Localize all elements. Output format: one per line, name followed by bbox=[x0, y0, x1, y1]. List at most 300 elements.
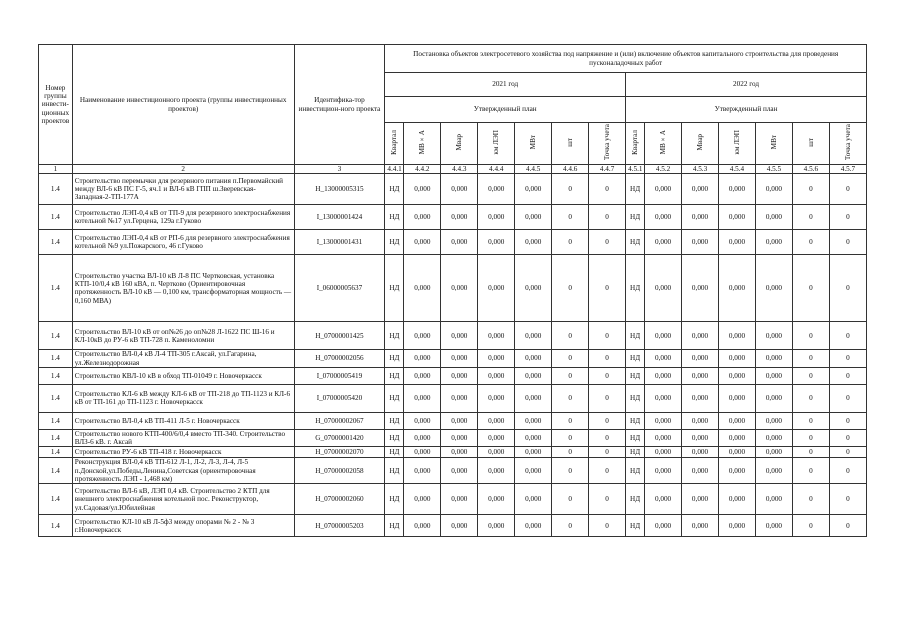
header-column-2022-0 bbox=[626, 123, 645, 165]
header-project-name: Наименование инвестиционного проекта (группы инвестиционных проектов) bbox=[72, 45, 294, 165]
row-value-cell: 0,000 bbox=[755, 458, 792, 484]
row-value-cell: 0,000 bbox=[645, 515, 682, 537]
row-value-cell: 0 bbox=[792, 230, 829, 255]
row-value-cell: 0,000 bbox=[718, 484, 755, 515]
row-value-cell: 0 bbox=[552, 412, 589, 429]
row-value-cell: 0,000 bbox=[718, 322, 755, 350]
header-column-label: км ЛЭП bbox=[732, 130, 741, 155]
row-project-id: H_13000005315 bbox=[294, 174, 385, 205]
row-value-cell: 0 bbox=[589, 174, 626, 205]
row-value-cell: 0,000 bbox=[645, 367, 682, 384]
row-value-cell: 0 bbox=[792, 458, 829, 484]
row-value-cell: 0,000 bbox=[718, 205, 755, 230]
row-project-id: H_07000005203 bbox=[294, 515, 385, 537]
header-year-2021: 2021 год bbox=[385, 73, 626, 97]
row-value-cell: 0 bbox=[552, 447, 589, 458]
row-value-cell: 0,000 bbox=[404, 412, 441, 429]
table-row bbox=[39, 484, 867, 515]
row-value-cell: 0,000 bbox=[478, 367, 515, 384]
row-value-cell: 0 bbox=[552, 230, 589, 255]
column-number: 2 bbox=[72, 165, 294, 174]
column-number: 1 bbox=[39, 165, 73, 174]
header-column-2021-5 bbox=[552, 123, 589, 165]
row-value-cell: 0 bbox=[792, 429, 829, 447]
row-value-cell: 0,000 bbox=[682, 515, 719, 537]
row-value-cell: 0 bbox=[829, 322, 866, 350]
header-column-label: Точка учета bbox=[602, 124, 611, 161]
row-value-cell: 0,000 bbox=[645, 447, 682, 458]
row-value-cell: 0,000 bbox=[478, 412, 515, 429]
row-project-id: H_07000001425 bbox=[294, 322, 385, 350]
column-number: 4.4.5 bbox=[515, 165, 552, 174]
row-value-cell: 0 bbox=[589, 322, 626, 350]
row-value-cell: 0,000 bbox=[515, 484, 552, 515]
header-column-label: шт bbox=[806, 138, 815, 147]
row-value-cell: 0,000 bbox=[645, 429, 682, 447]
column-number: 4.5.4 bbox=[718, 165, 755, 174]
header-column-2021-6 bbox=[589, 123, 626, 165]
row-value-cell: 0 bbox=[589, 429, 626, 447]
row-value-cell: 0,000 bbox=[682, 367, 719, 384]
row-value-cell: 0,000 bbox=[718, 412, 755, 429]
row-value-cell: 0 bbox=[589, 367, 626, 384]
row-value-cell: 0 bbox=[829, 447, 866, 458]
row-value-cell: 0 bbox=[829, 350, 866, 368]
table-row bbox=[39, 515, 867, 537]
row-project-name: Строительство ЛЭП-0,4 кВ от ТП-9 для резервного электроснабжения котельной №17 ул.Герцена, 129а г.Гуково bbox=[72, 205, 294, 230]
row-value-cell: 0 bbox=[589, 447, 626, 458]
header-column-label: МВт bbox=[529, 135, 538, 150]
row-group-number: 1.4 bbox=[39, 515, 73, 537]
row-value-cell: 0 bbox=[792, 367, 829, 384]
row-value-cell: 0,000 bbox=[515, 322, 552, 350]
row-value-cell: 0,000 bbox=[718, 458, 755, 484]
row-group-number: 1.4 bbox=[39, 230, 73, 255]
row-project-id: I_06000005637 bbox=[294, 255, 385, 322]
row-value-cell: 0,000 bbox=[404, 458, 441, 484]
row-value-cell: НД bbox=[385, 484, 404, 515]
table-row bbox=[39, 230, 867, 255]
row-project-name: Строительство ВЛ-0,4 кВ Л-4 ТП-305 г.Аксай, ул.Гагарина, ул.Железнодорожная bbox=[72, 350, 294, 368]
header-plan-2022: Утвержденный план bbox=[626, 97, 867, 123]
row-value-cell: 0,000 bbox=[404, 350, 441, 368]
row-value-cell: 0,000 bbox=[718, 230, 755, 255]
row-value-cell: 0,000 bbox=[755, 484, 792, 515]
row-value-cell: 0,000 bbox=[682, 205, 719, 230]
row-value-cell: 0,000 bbox=[682, 350, 719, 368]
row-project-name: Строительство участка ВЛ-10 кВ Л-8 ПС Чертковская, установка КТП-10/0,4 кВ 160 кВА, п. Чертково (Ориентировочная протяженность ВЛ-10 кВ — 0,100 км, трансформаторная мощность — 0,160 МВА) bbox=[72, 255, 294, 322]
row-value-cell: 0,000 bbox=[515, 350, 552, 368]
row-value-cell: 0,000 bbox=[441, 458, 478, 484]
row-value-cell: 0,000 bbox=[645, 412, 682, 429]
table-row bbox=[39, 458, 867, 484]
row-project-name: Строительство КЛ-6 кВ между КЛ-6 кВ от ТП-218 до ТП-1123 и КЛ-6 кВ от ТП-161 до ТП-1123 г. Новочеркасск bbox=[72, 384, 294, 412]
column-number: 4.4.2 bbox=[404, 165, 441, 174]
row-value-cell: 0,000 bbox=[441, 447, 478, 458]
row-value-cell: 0 bbox=[589, 255, 626, 322]
row-value-cell: 0 bbox=[552, 205, 589, 230]
row-value-cell: 0,000 bbox=[441, 384, 478, 412]
row-value-cell: 0,000 bbox=[441, 322, 478, 350]
row-value-cell: НД bbox=[385, 174, 404, 205]
row-value-cell: НД bbox=[626, 205, 645, 230]
row-value-cell: 0 bbox=[792, 255, 829, 322]
header-column-2021-1 bbox=[404, 123, 441, 165]
row-value-cell: 0,000 bbox=[755, 412, 792, 429]
row-value-cell: 0 bbox=[829, 412, 866, 429]
row-value-cell: 0,000 bbox=[755, 367, 792, 384]
row-value-cell: НД bbox=[626, 515, 645, 537]
header-column-label: Мвар bbox=[455, 134, 464, 151]
row-value-cell: НД bbox=[385, 515, 404, 537]
row-value-cell: 0,000 bbox=[441, 484, 478, 515]
row-value-cell: НД bbox=[385, 230, 404, 255]
row-value-cell: 0,000 bbox=[682, 429, 719, 447]
row-project-id: H_07000002067 bbox=[294, 412, 385, 429]
column-number: 4.5.5 bbox=[755, 165, 792, 174]
row-project-id: H_07000002060 bbox=[294, 484, 385, 515]
row-value-cell: 0 bbox=[589, 230, 626, 255]
row-value-cell: 0,000 bbox=[441, 255, 478, 322]
row-value-cell: 0,000 bbox=[441, 350, 478, 368]
row-value-cell: 0,000 bbox=[755, 429, 792, 447]
header-column-label: МВт bbox=[769, 135, 778, 150]
row-value-cell: 0,000 bbox=[755, 322, 792, 350]
header-column-2022-3 bbox=[718, 123, 755, 165]
row-value-cell: 0,000 bbox=[441, 515, 478, 537]
row-value-cell: 0,000 bbox=[755, 350, 792, 368]
row-value-cell: 0,000 bbox=[404, 322, 441, 350]
row-value-cell: 0 bbox=[589, 350, 626, 368]
row-value-cell: 0 bbox=[792, 384, 829, 412]
row-project-name: Строительство КВЛ-10 кВ в обход ТП-01049 г. Новочеркасск bbox=[72, 367, 294, 384]
row-value-cell: 0,000 bbox=[718, 447, 755, 458]
row-value-cell: 0,000 bbox=[755, 384, 792, 412]
row-value-cell: 0,000 bbox=[515, 174, 552, 205]
row-value-cell: 0,000 bbox=[682, 230, 719, 255]
row-value-cell: НД bbox=[626, 230, 645, 255]
row-value-cell: 0,000 bbox=[441, 230, 478, 255]
row-value-cell: 0,000 bbox=[404, 174, 441, 205]
table-row bbox=[39, 322, 867, 350]
row-group-number: 1.4 bbox=[39, 322, 73, 350]
table-row bbox=[39, 350, 867, 368]
row-value-cell: 0,000 bbox=[404, 515, 441, 537]
row-value-cell: НД bbox=[385, 350, 404, 368]
row-value-cell: НД bbox=[626, 367, 645, 384]
row-value-cell: 0,000 bbox=[515, 205, 552, 230]
row-value-cell: 0,000 bbox=[478, 174, 515, 205]
header-column-2022-6 bbox=[829, 123, 866, 165]
row-project-id: H_07000002056 bbox=[294, 350, 385, 368]
column-number: 4.5.2 bbox=[645, 165, 682, 174]
row-value-cell: 0,000 bbox=[682, 174, 719, 205]
row-value-cell: 0,000 bbox=[755, 174, 792, 205]
row-value-cell: 0,000 bbox=[718, 174, 755, 205]
column-number: 3 bbox=[294, 165, 385, 174]
header-column-2021-0 bbox=[385, 123, 404, 165]
row-group-number: 1.4 bbox=[39, 429, 73, 447]
row-value-cell: 0,000 bbox=[718, 515, 755, 537]
row-value-cell: 0,000 bbox=[478, 384, 515, 412]
row-value-cell: 0,000 bbox=[682, 458, 719, 484]
row-value-cell: 0,000 bbox=[718, 384, 755, 412]
column-number: 4.5.7 bbox=[829, 165, 866, 174]
row-project-name: Строительство ВЛ-6 кВ, ЛЭП 0,4 кВ. Строительство 2 КТП для внешнего электроснабжения котельной пос. Реконструктор, ул.Садовая/ул.Юбилейная bbox=[72, 484, 294, 515]
row-value-cell: 0 bbox=[792, 322, 829, 350]
row-group-number: 1.4 bbox=[39, 255, 73, 322]
column-number: 4.4.1 bbox=[385, 165, 404, 174]
row-value-cell: 0,000 bbox=[478, 429, 515, 447]
row-project-id: I_07000005419 bbox=[294, 367, 385, 384]
row-value-cell: 0,000 bbox=[718, 367, 755, 384]
row-value-cell: НД bbox=[626, 174, 645, 205]
row-value-cell: 0,000 bbox=[478, 447, 515, 458]
row-value-cell: 0,000 bbox=[478, 515, 515, 537]
row-value-cell: 0,000 bbox=[478, 350, 515, 368]
row-value-cell: 0,000 bbox=[515, 255, 552, 322]
header-project-id: Идентифика-тор инвестицион-ного проекта bbox=[294, 45, 385, 165]
table-row bbox=[39, 367, 867, 384]
row-group-number: 1.4 bbox=[39, 412, 73, 429]
row-value-cell: 0 bbox=[792, 174, 829, 205]
row-value-cell: 0 bbox=[829, 484, 866, 515]
row-value-cell: 0 bbox=[552, 458, 589, 484]
investment-projects-table bbox=[38, 44, 867, 537]
row-value-cell: 0,000 bbox=[682, 322, 719, 350]
row-value-cell: 0,000 bbox=[755, 447, 792, 458]
row-value-cell: 0,000 bbox=[478, 484, 515, 515]
row-value-cell: 0,000 bbox=[755, 230, 792, 255]
row-value-cell: 0 bbox=[792, 447, 829, 458]
table-row bbox=[39, 255, 867, 322]
table-row bbox=[39, 384, 867, 412]
row-project-id: I_07000005420 bbox=[294, 384, 385, 412]
row-value-cell: 0 bbox=[589, 515, 626, 537]
table-row bbox=[39, 429, 867, 447]
row-value-cell: 0 bbox=[829, 255, 866, 322]
row-value-cell: 0,000 bbox=[404, 429, 441, 447]
row-value-cell: 0 bbox=[792, 205, 829, 230]
row-group-number: 1.4 bbox=[39, 458, 73, 484]
row-project-name: Строительство нового КТП-400/6/0,4 вместо ТП-340. Строительство ВЛЗ-6 кВ. г. Аксай bbox=[72, 429, 294, 447]
row-project-name: Строительство ВЛ-10 кВ от оп№26 до оп№28 Л-1622 ПС Ш-16 и КЛ-10кВ до РУ-6 кВ ТП-728 п. Каменоломни bbox=[72, 322, 294, 350]
header-column-2022-4 bbox=[755, 123, 792, 165]
row-value-cell: 0,000 bbox=[755, 205, 792, 230]
row-value-cell: 0 bbox=[552, 174, 589, 205]
header-column-2021-3 bbox=[478, 123, 515, 165]
row-value-cell: 0 bbox=[589, 484, 626, 515]
column-number: 4.4.7 bbox=[589, 165, 626, 174]
row-value-cell: 0 bbox=[829, 384, 866, 412]
row-value-cell: НД bbox=[385, 412, 404, 429]
row-value-cell: 0 bbox=[552, 367, 589, 384]
header-column-label: шт bbox=[566, 138, 574, 147]
row-value-cell: 0,000 bbox=[478, 255, 515, 322]
column-number: 4.4.4 bbox=[478, 165, 515, 174]
header-column-label: МВ×А bbox=[658, 130, 667, 155]
row-group-number: 1.4 bbox=[39, 350, 73, 368]
row-value-cell: 0,000 bbox=[404, 367, 441, 384]
row-value-cell: 0,000 bbox=[645, 322, 682, 350]
header-column-2022-1 bbox=[645, 123, 682, 165]
row-value-cell: 0 bbox=[589, 205, 626, 230]
row-value-cell: 0,000 bbox=[682, 412, 719, 429]
header-plan-2021: Утвержденный план bbox=[385, 97, 626, 123]
row-value-cell: 0,000 bbox=[645, 230, 682, 255]
row-value-cell: НД bbox=[385, 322, 404, 350]
row-value-cell: НД bbox=[626, 484, 645, 515]
row-value-cell: 0,000 bbox=[478, 458, 515, 484]
row-value-cell: 0,000 bbox=[682, 384, 719, 412]
header-column-label: Квартал bbox=[630, 129, 639, 155]
row-value-cell: 0,000 bbox=[515, 515, 552, 537]
row-value-cell: 0,000 bbox=[645, 384, 682, 412]
row-group-number: 1.4 bbox=[39, 447, 73, 458]
row-value-cell: НД bbox=[385, 458, 404, 484]
row-value-cell: 0,000 bbox=[515, 412, 552, 429]
row-value-cell: НД bbox=[385, 205, 404, 230]
row-value-cell: 0,000 bbox=[441, 429, 478, 447]
column-number: 4.4.3 bbox=[441, 165, 478, 174]
row-value-cell: 0,000 bbox=[645, 255, 682, 322]
row-value-cell: 0,000 bbox=[404, 384, 441, 412]
row-value-cell: НД bbox=[626, 384, 645, 412]
row-value-cell: 0,000 bbox=[404, 230, 441, 255]
row-value-cell: 0 bbox=[792, 350, 829, 368]
row-value-cell: 0,000 bbox=[404, 255, 441, 322]
header-column-label: МВ×А bbox=[418, 130, 427, 155]
row-value-cell: 0,000 bbox=[718, 429, 755, 447]
row-project-name: Строительство РУ-6 кВ ТП-418 г. Новочеркасск bbox=[72, 447, 294, 458]
row-value-cell: 0,000 bbox=[441, 174, 478, 205]
row-value-cell: 0 bbox=[589, 412, 626, 429]
header-main-title: Постановка объектов электросетевого хозяйства под напряжение и (или) включение объектов капитального строительства для проведения пусконаладочных работ bbox=[385, 45, 867, 73]
header-column-label: Точка учета bbox=[843, 124, 852, 161]
column-number: 4.5.1 bbox=[626, 165, 645, 174]
row-value-cell: 0,000 bbox=[441, 367, 478, 384]
row-value-cell: 0 bbox=[792, 412, 829, 429]
row-value-cell: НД bbox=[385, 447, 404, 458]
row-value-cell: 0 bbox=[792, 515, 829, 537]
row-value-cell: НД bbox=[385, 429, 404, 447]
row-value-cell: 0,000 bbox=[441, 412, 478, 429]
row-project-id: I_13000001424 bbox=[294, 205, 385, 230]
column-number: 4.5.6 bbox=[792, 165, 829, 174]
row-value-cell: НД bbox=[626, 255, 645, 322]
header-column-label: км ЛЭП bbox=[492, 130, 501, 155]
row-value-cell: 0 bbox=[552, 322, 589, 350]
row-group-number: 1.4 bbox=[39, 174, 73, 205]
row-value-cell: 0,000 bbox=[718, 350, 755, 368]
row-project-id: G_07000001420 bbox=[294, 429, 385, 447]
row-group-number: 1.4 bbox=[39, 384, 73, 412]
row-project-id: I_13000001431 bbox=[294, 230, 385, 255]
header-group-number: Номер группы инвести-ционных проектов bbox=[39, 45, 73, 165]
row-value-cell: 0 bbox=[552, 429, 589, 447]
row-value-cell: 0,000 bbox=[478, 230, 515, 255]
row-value-cell: 0,000 bbox=[645, 350, 682, 368]
header-column-2021-4 bbox=[515, 123, 552, 165]
investment-table-document bbox=[38, 44, 867, 537]
row-value-cell: 0 bbox=[829, 429, 866, 447]
row-value-cell: 0,000 bbox=[645, 205, 682, 230]
row-value-cell: 0 bbox=[829, 205, 866, 230]
header-column-label: Квартал bbox=[390, 129, 399, 155]
row-project-name: Строительство ЛЭП-0,4 кВ от РП-6 для резервного электроснабжения котельной №9 ул.Пожарского, 46 г.Гуково bbox=[72, 230, 294, 255]
row-value-cell: 0,000 bbox=[515, 230, 552, 255]
row-value-cell: 0,000 bbox=[404, 205, 441, 230]
row-value-cell: 0,000 bbox=[404, 447, 441, 458]
row-value-cell: 0 bbox=[829, 367, 866, 384]
table-row bbox=[39, 205, 867, 230]
row-value-cell: НД bbox=[626, 322, 645, 350]
header-year-2022: 2022 год bbox=[626, 73, 867, 97]
row-value-cell: НД bbox=[385, 367, 404, 384]
row-value-cell: 0,000 bbox=[478, 205, 515, 230]
row-value-cell: НД bbox=[626, 429, 645, 447]
table-row bbox=[39, 447, 867, 458]
table-row bbox=[39, 174, 867, 205]
row-group-number: 1.4 bbox=[39, 205, 73, 230]
row-value-cell: 0,000 bbox=[755, 515, 792, 537]
row-value-cell: 0,000 bbox=[755, 255, 792, 322]
row-value-cell: 0,000 bbox=[682, 447, 719, 458]
row-value-cell: НД bbox=[626, 412, 645, 429]
row-project-name: Строительство КЛ-10 кВ Л-5ф3 между опорами № 2 - № 3 г.Новочеркасск bbox=[72, 515, 294, 537]
row-value-cell: 0 bbox=[552, 484, 589, 515]
row-value-cell: НД bbox=[626, 458, 645, 484]
row-value-cell: НД bbox=[626, 350, 645, 368]
row-value-cell: НД bbox=[626, 447, 645, 458]
row-value-cell: 0 bbox=[552, 255, 589, 322]
header-column-2021-2 bbox=[441, 123, 478, 165]
row-value-cell: 0,000 bbox=[515, 384, 552, 412]
header-column-label: Мвар bbox=[695, 134, 704, 151]
column-number: 4.4.6 bbox=[552, 165, 589, 174]
row-project-name: Строительство перемычки для резервного питания п.Первомайский между ВЛ-6 кВ ПС Г-5, яч.1 и ВЛ-6 кВ ГПП ш.Зверевская-Западная-2-ТП-177А bbox=[72, 174, 294, 205]
row-project-id: H_07000002070 bbox=[294, 447, 385, 458]
row-value-cell: НД bbox=[385, 384, 404, 412]
row-value-cell: 0,000 bbox=[515, 447, 552, 458]
row-value-cell: 0,000 bbox=[515, 429, 552, 447]
row-value-cell: 0 bbox=[829, 515, 866, 537]
row-value-cell: 0,000 bbox=[515, 458, 552, 484]
row-value-cell: 0 bbox=[829, 458, 866, 484]
header-column-2022-2 bbox=[682, 123, 719, 165]
row-value-cell: 0,000 bbox=[682, 255, 719, 322]
row-value-cell: 0 bbox=[552, 350, 589, 368]
row-value-cell: 0 bbox=[792, 484, 829, 515]
row-value-cell: 0,000 bbox=[478, 322, 515, 350]
row-group-number: 1.4 bbox=[39, 484, 73, 515]
row-value-cell: 0,000 bbox=[718, 255, 755, 322]
row-project-name: Строительство ВЛ-0,4 кВ ТП-411 Л-5 г. Новочеркасск bbox=[72, 412, 294, 429]
table-row bbox=[39, 412, 867, 429]
row-value-cell: 0 bbox=[589, 458, 626, 484]
row-value-cell: 0,000 bbox=[645, 484, 682, 515]
row-value-cell: 0,000 bbox=[404, 484, 441, 515]
row-value-cell: 0,000 bbox=[645, 458, 682, 484]
row-project-id: H_07000002058 bbox=[294, 458, 385, 484]
row-value-cell: 0 bbox=[589, 384, 626, 412]
row-value-cell: НД bbox=[385, 255, 404, 322]
row-value-cell: 0,000 bbox=[682, 484, 719, 515]
row-value-cell: 0,000 bbox=[515, 367, 552, 384]
row-value-cell: 0 bbox=[552, 384, 589, 412]
row-group-number: 1.4 bbox=[39, 367, 73, 384]
header-column-2022-5 bbox=[792, 123, 829, 165]
